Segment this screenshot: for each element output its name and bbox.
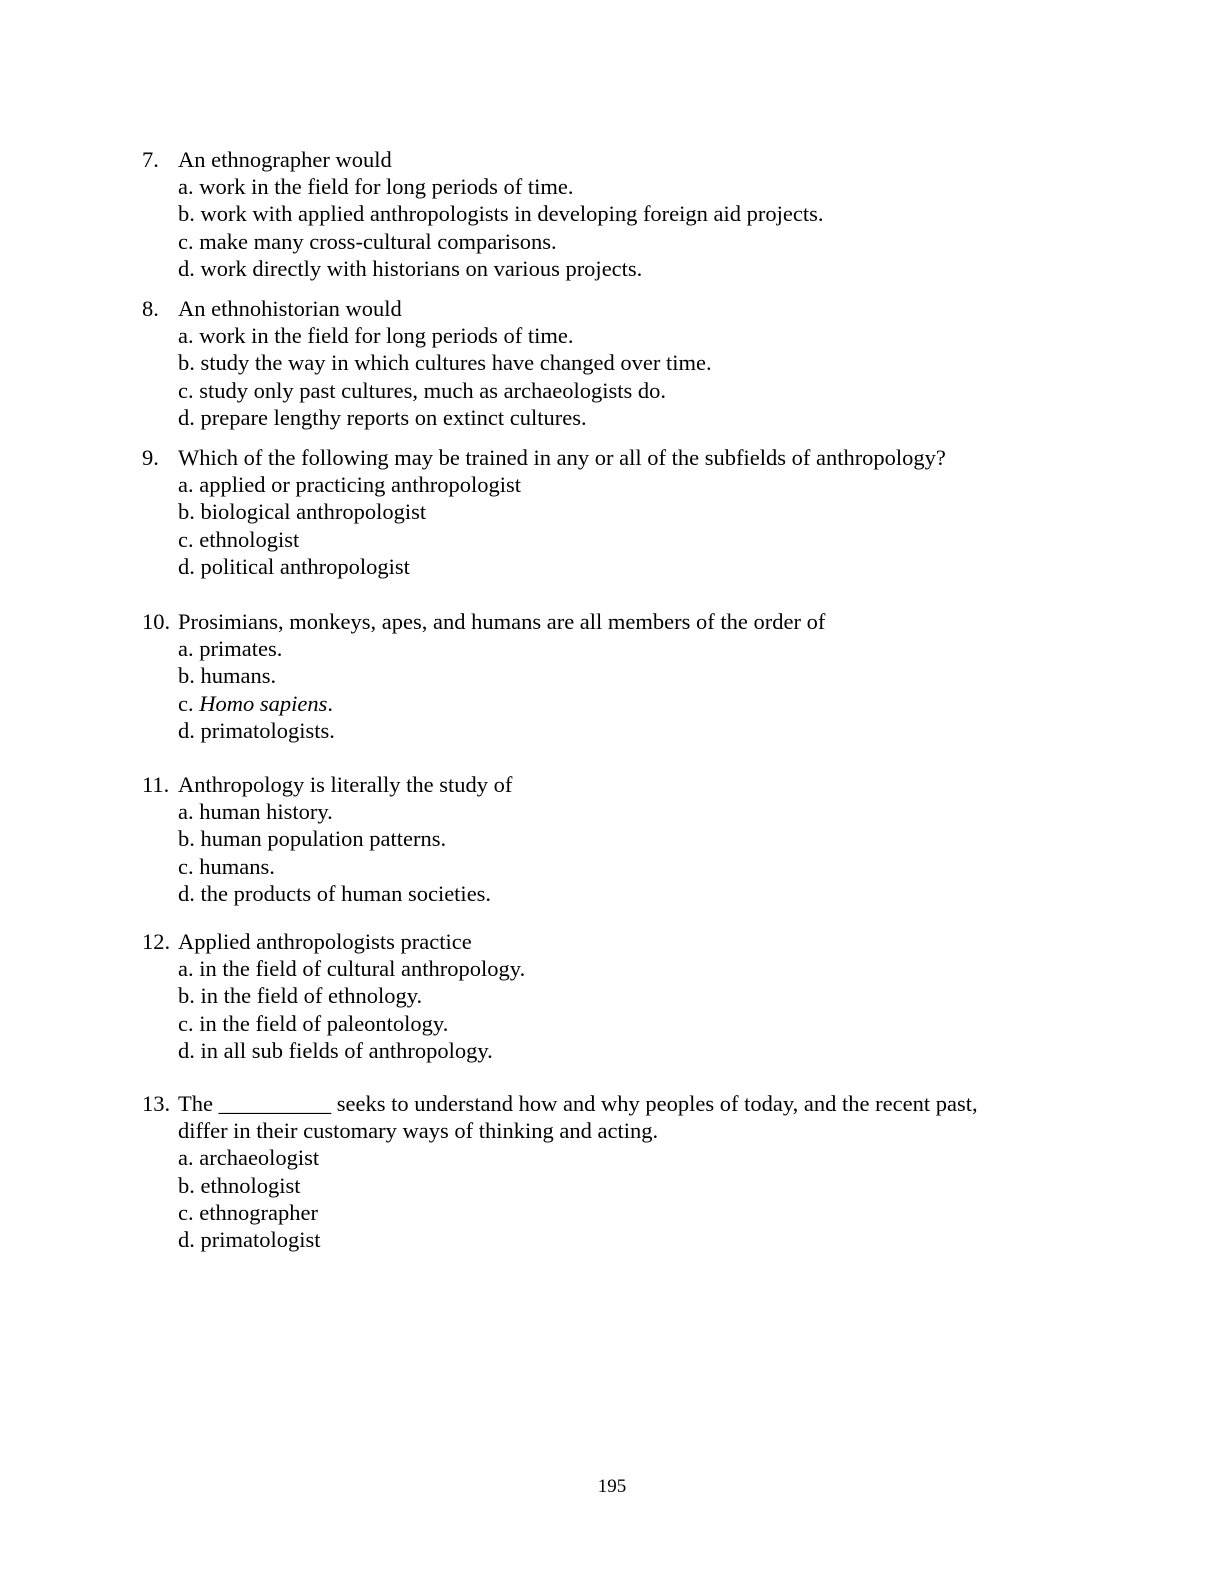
answer-option: d. primatologist	[178, 1227, 321, 1252]
answer-option: a. work in the field for long periods of time.	[178, 174, 574, 200]
answer-option: c. make many cross-cultural comparisons.	[178, 228, 557, 254]
option-italic-text: Homo sapiens	[199, 690, 328, 716]
answer-option: c. in the field of paleontology.	[178, 1010, 449, 1036]
page-number: 195	[597, 1476, 627, 1497]
question-stem: Anthropology is literally the study of	[178, 772, 513, 797]
answer-option: d. political anthropologist	[178, 553, 410, 579]
question-number: 12.	[142, 929, 171, 954]
answer-option: b. study the way in which cultures have changed over time.	[178, 350, 712, 376]
answer-option: b. biological anthropologist	[178, 499, 427, 525]
question-number: 9.	[142, 445, 159, 470]
answer-option: a. in the field of cultural anthropology.	[178, 956, 526, 982]
question-number: 11.	[142, 772, 170, 797]
answer-option: a. primates.	[178, 636, 283, 662]
question-stem: Which of the following may be trained in any or all of the subfields of anthropology?	[178, 445, 946, 470]
option-prefix: c.	[178, 690, 200, 716]
answer-option: a. work in the field for long periods of time.	[178, 323, 574, 349]
answer-option: d. in all sub fields of anthropology.	[178, 1037, 493, 1063]
question-number: 7.	[142, 147, 159, 172]
question-stem: Prosimians, monkeys, apes, and humans are all members of the order of	[178, 609, 826, 634]
answer-option: a. applied or practicing anthropologist	[178, 472, 522, 498]
answer-option: c. humans.	[178, 853, 275, 879]
answer-option: c. ethnographer	[178, 1199, 318, 1225]
answer-option: b. work with applied anthropologists in developing foreign aid projects.	[178, 201, 824, 227]
answer-option: d. work directly with historians on various projects.	[178, 255, 643, 281]
answer-option: d. the products of human societies.	[178, 880, 492, 906]
answer-option: c. ethnologist	[178, 526, 300, 552]
answer-option: d. primatologists.	[178, 717, 335, 743]
answer-option: a. human history.	[178, 799, 333, 825]
answer-option: d. prepare lengthy reports on extinct cultures.	[178, 404, 587, 430]
answer-option: b. human population patterns.	[178, 826, 447, 852]
question-stem: differ in their customary ways of thinking and acting.	[178, 1118, 659, 1144]
answer-option: b. humans.	[178, 663, 277, 689]
question-stem: Applied anthropologists practice	[178, 929, 472, 954]
question-stem: An ethnohistorian would	[178, 296, 402, 321]
option-suffix: .	[327, 690, 333, 716]
answer-option	[178, 690, 333, 717]
question-stem: The __________ seeks to understand how and why peoples of today, and the recent past,	[178, 1091, 978, 1116]
question-stem: An ethnographer would	[178, 147, 392, 172]
question-number: 8.	[142, 296, 159, 321]
answer-option: c. study only past cultures, much as archaeologists do.	[178, 377, 667, 403]
answer-option: a. archaeologist	[178, 1145, 320, 1171]
question-number: 13.	[142, 1091, 171, 1116]
answer-option: b. ethnologist	[178, 1172, 301, 1198]
answer-option: b. in the field of ethnology.	[178, 983, 423, 1009]
question-number: 10.	[142, 609, 171, 634]
